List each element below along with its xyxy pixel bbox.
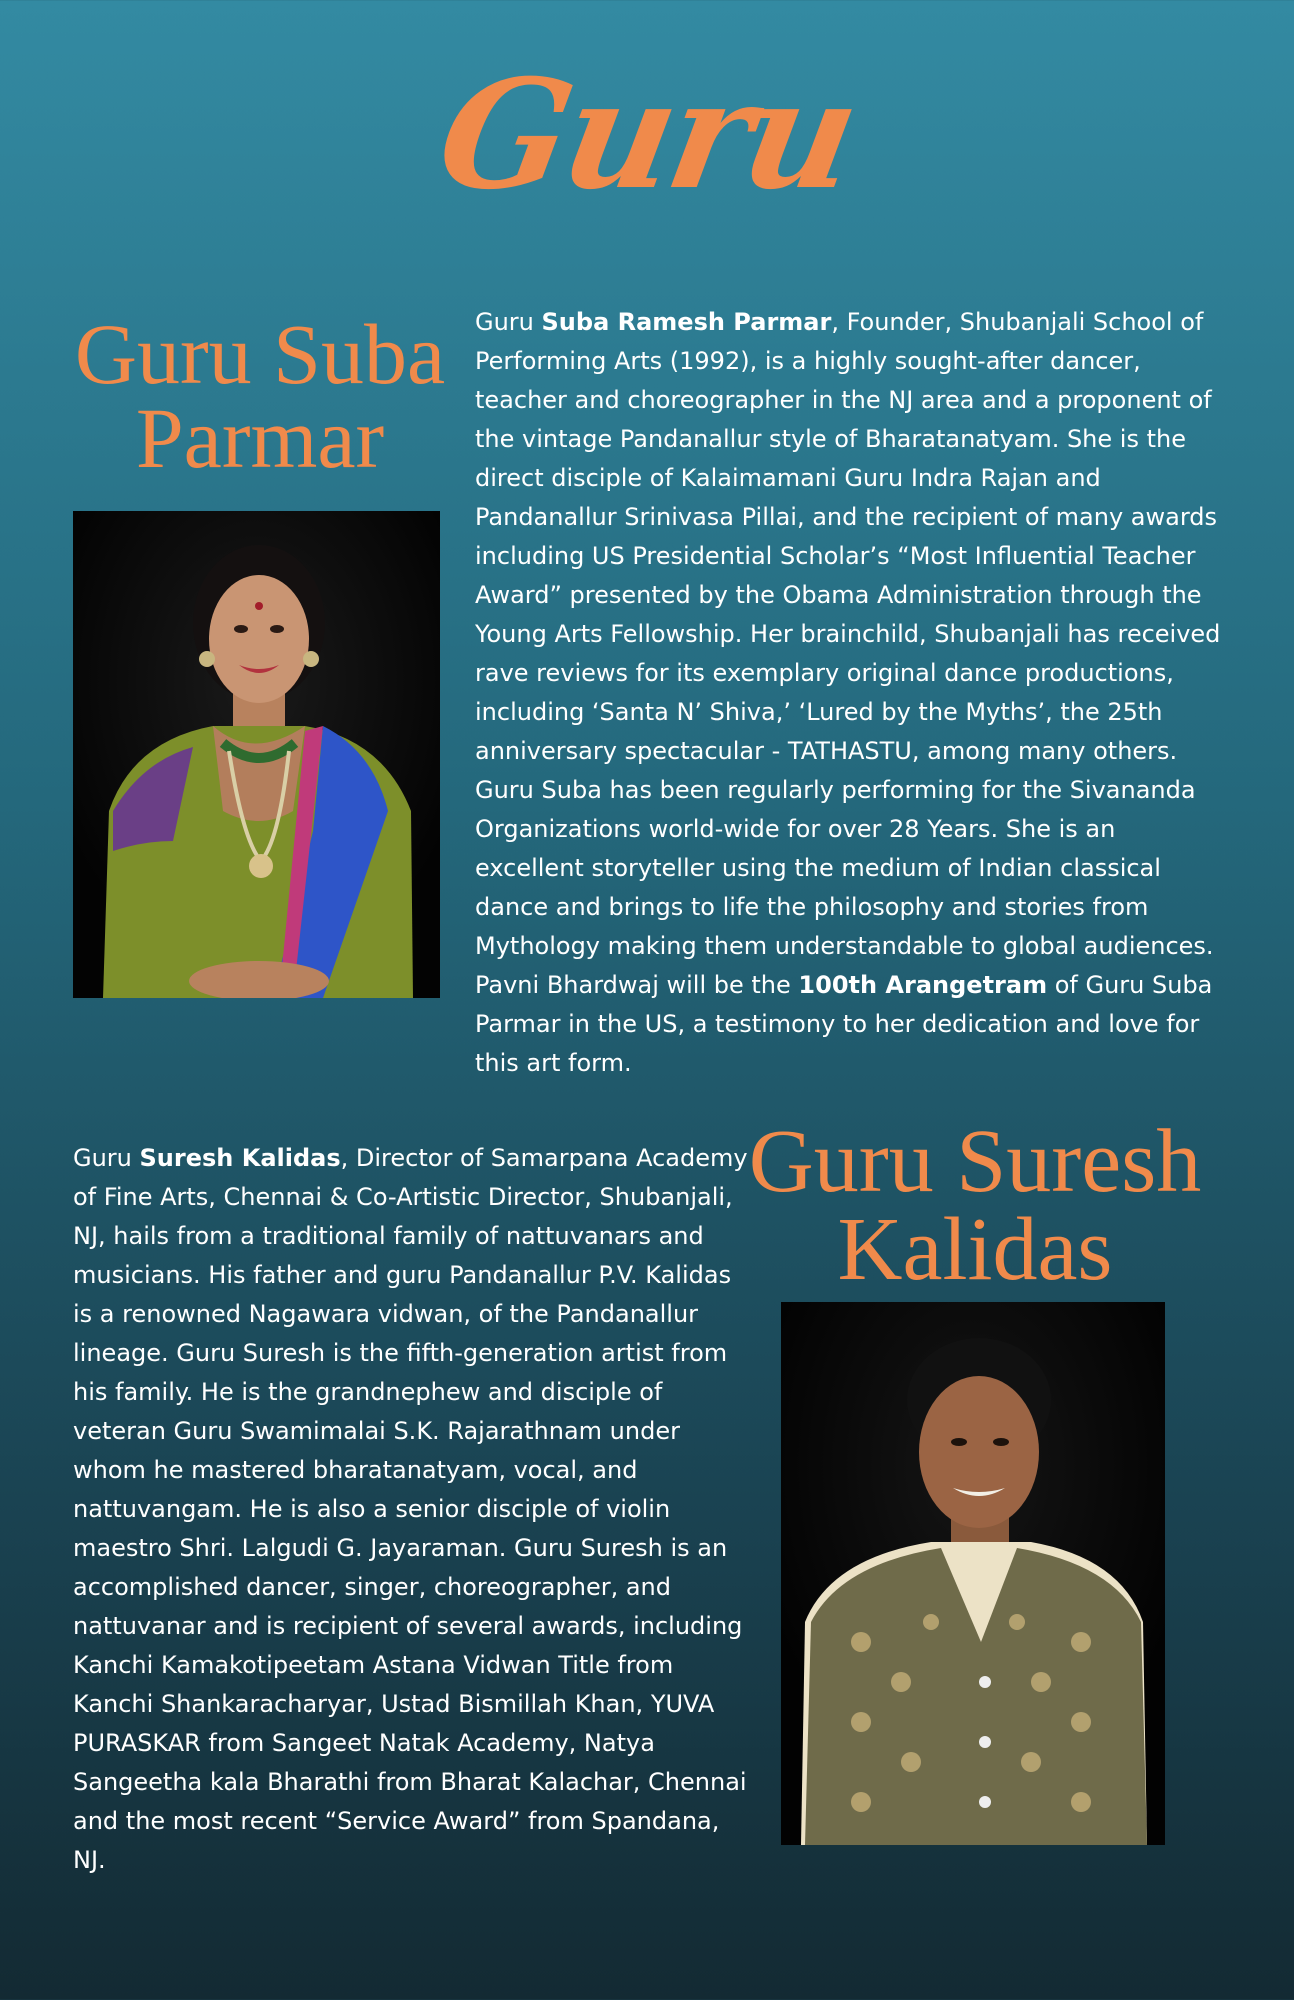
- page-title: Guru: [426, 47, 868, 223]
- guru2-name-line2: Kalidas: [837, 1200, 1113, 1299]
- guru1-bio: [475, 303, 1230, 1083]
- guru2-bio-name: Suresh Kalidas: [139, 1144, 341, 1172]
- guru2-portrait-image: [781, 1302, 1165, 1845]
- guru2-name-heading: [720, 1112, 1230, 1299]
- guru1-bio-prefix: Guru: [475, 308, 542, 336]
- guru1-bio-name: Suba Ramesh Parmar: [541, 308, 832, 336]
- guru2-name-line1: Guru Suresh: [748, 1112, 1202, 1211]
- guru2-bio: [73, 1139, 753, 1880]
- guru2-bio-text: , Director of Samarpana Academy of Fine Arts, Chennai & Co-Artistic Director, Shubanjali, NJ, hails from a traditional family of nattuvanars and musicians. His father and guru Pandanallur P.V. Kalidas is a renowned Nagawara vidwan, of the Pandanallur lineage. Guru Suresh is the fifth-generation artist from his family. He is the grandnephew and disciple of veteran Guru Swamimalai S.K. Rajarathnam under whom he mastered bharatanatyam, vocal, and nattuvangam. He is also a senior disciple of violin maestro Shri. Lalgudi G. Jayaraman. Guru Suresh is an accomplished dancer, singer, choreographer, and nattuvanar and is recipient of several awards, including Kanchi Kamakotipeetam Astana Vidwan Title from Kanchi Shankaracharyar, Ustad Bismillah Khan, YUVA PURASKAR from Sangeet Natak Academy, Natya Sangeetha kala Bharathi from Bharat Kalachar, Chennai and the most recent “Service Award” from Spandana, NJ.: [73, 1144, 748, 1874]
- guru1-bio-text-2: of Guru Suba Parmar in the US, a testimony to her dedication and love for this art form.: [475, 971, 1213, 1077]
- guru1-portrait: [73, 511, 440, 998]
- guru2-portrait: [781, 1302, 1165, 1845]
- guru1-name-line2: Parmar: [135, 390, 385, 486]
- guru1-bio-arangetram: 100th Arangetram: [798, 971, 1048, 999]
- guru1-name-line1: Guru Suba: [74, 306, 446, 402]
- guru2-bio-prefix: Guru: [73, 1144, 140, 1172]
- guru1-bio-text-1: , Founder, Shubanjali School of Performing Arts (1992), is a highly sought-after dancer, teacher and choreographer in the NJ area and a proponent of the vintage Pandanallur style of Bharatanatyam. She is the direct disciple of Kalaimamani Guru Indra Rajan and Pandanallur Srinivasa Pillai, and the recipient of many awards including US Presidential Scholar’s “Most Influential Teacher Award” presented by the Obama Administration through the Young Arts Fellowship. Her brainchild, Shubanjali has received rave reviews for its exemplary original dance productions, including ‘Santa N’ Shiva,’ ‘Lured by the Myths’, the 25th anniversary spectacular - TATHASTU, among many others. Guru Suba has been regularly performing for the Sivananda Organizations world-wide for over 28 Years. She is an excellent storyteller using the medium of Indian classical dance and brings to life the philosophy and stories from Mythology making them understandable to global audiences. Pavni Bhardwaj will be the: [475, 308, 1221, 999]
- guru1-name-heading: [40, 306, 480, 486]
- guru1-portrait-image: [73, 511, 440, 998]
